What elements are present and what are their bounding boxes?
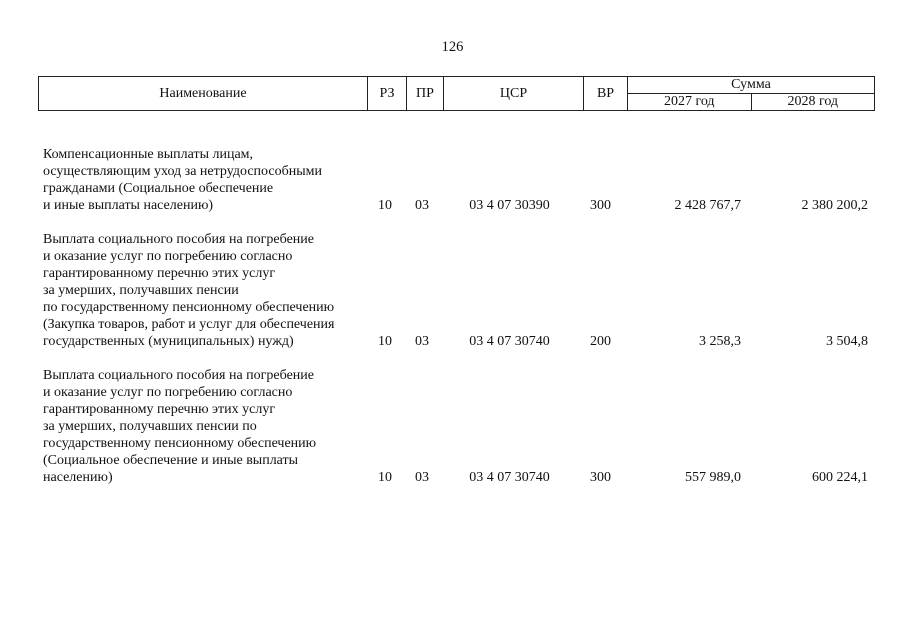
column-header-name: Наименование (39, 77, 368, 111)
table-row (0, 367, 905, 487)
column-header-vr: ВР (584, 77, 628, 111)
row-pr: 03 (415, 470, 429, 485)
column-header-year-2027: 2027 год (628, 94, 752, 111)
row-vr: 200 (590, 334, 611, 349)
row-pr: 03 (415, 334, 429, 349)
column-header-csr: ЦСР (444, 77, 584, 111)
row-vr: 300 (590, 198, 611, 213)
row-rz: 10 (378, 334, 392, 349)
row-csr: 03 4 07 30390 (469, 198, 550, 213)
row-sum-2027: 557 989,0 (685, 470, 741, 485)
row-csr: 03 4 07 30740 (469, 334, 550, 349)
table-row (0, 231, 905, 351)
row-sum-2028: 2 380 200,2 (801, 198, 868, 213)
row-sum-2027: 3 258,3 (699, 334, 741, 349)
column-header-sum: Сумма (628, 77, 875, 94)
row-pr: 03 (415, 198, 429, 213)
row-vr: 300 (590, 470, 611, 485)
column-header-year-2028: 2028 год (751, 94, 875, 111)
row-name: Компенсационные выплаты лицам, осуществляющим уход за нетрудоспособными гражданами (Социальное обеспечение и иные выплаты населению) (43, 147, 322, 213)
page-number: 126 (441, 39, 464, 55)
table-header (38, 76, 875, 111)
row-name: Выплата социального пособия на погребение и оказание услуг по погребению согласно гарантированному перечню этих услуг за умерших, получавших пенсии по государственному пенсионному обеспечению (Закупка товаров, работ и услуг для обеспечения государственных (муниципальных) нужд) (43, 232, 335, 349)
row-csr: 03 4 07 30740 (469, 470, 550, 485)
column-header-rz: РЗ (368, 77, 407, 111)
row-sum-2027: 2 428 767,7 (674, 198, 741, 213)
row-rz: 10 (378, 470, 392, 485)
row-name: Выплата социального пособия на погребение и оказание услуг по погребению согласно гарантированному перечню этих услуг за умерших, получавших пенсии по государственному пенсионному обеспечению (Социальное обеспечение и иные выплаты населению) (43, 368, 317, 485)
column-header-pr: ПР (407, 77, 444, 111)
row-rz: 10 (378, 198, 392, 213)
table-row (0, 146, 905, 216)
row-sum-2028: 600 224,1 (812, 470, 868, 485)
row-sum-2028: 3 504,8 (826, 334, 868, 349)
